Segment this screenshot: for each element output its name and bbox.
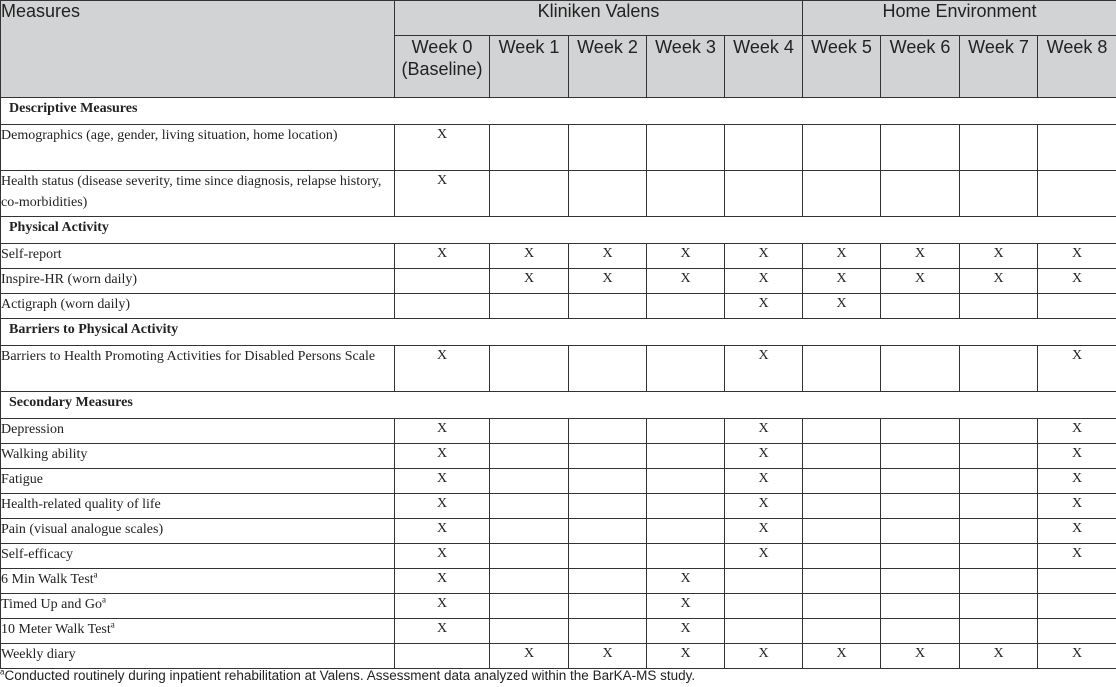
schedule-cell-week-7: [960, 544, 1038, 569]
schedule-cell-week-8: [1038, 125, 1116, 171]
schedule-cell-week-2: X: [569, 244, 647, 269]
schedule-cell-week-2: [569, 544, 647, 569]
schedule-cell-week-3: [647, 519, 725, 544]
measure-text: 6 Min Walk Test: [1, 572, 94, 587]
schedule-cell-week-2: [569, 519, 647, 544]
week-label: Week 1: [498, 37, 560, 57]
schedule-cell-week-3: X: [647, 644, 725, 669]
schedule-cell-week-7: [960, 171, 1038, 217]
schedule-cell-week-8: [1038, 594, 1116, 619]
measure-text: Actigraph (worn daily): [1, 297, 131, 312]
measure-text: Self-report: [1, 247, 62, 262]
measure-label: [1, 269, 395, 294]
week-sublabel: (Baseline): [401, 59, 483, 79]
table-row: [1, 544, 1116, 569]
section-title: Descriptive Measures: [1, 98, 1116, 125]
footnote: [0, 668, 1116, 683]
schedule-cell-week-5: X: [803, 244, 881, 269]
schedule-cell-week-4: X: [725, 419, 803, 444]
schedule-cell-week-1: [490, 569, 569, 594]
schedule-cell-week-5: [803, 544, 881, 569]
schedule-cell-week-6: [881, 346, 960, 392]
schedule-cell-week-1: [490, 469, 569, 494]
section-title: Secondary Measures: [1, 392, 1116, 419]
measure-label: [1, 125, 395, 171]
schedule-cell-week-0: X: [395, 494, 490, 519]
schedule-cell-week-8: X: [1038, 346, 1116, 392]
schedule-cell-week-6: [881, 419, 960, 444]
schedule-cell-week-7: X: [960, 269, 1038, 294]
measure-label: [1, 171, 395, 217]
table-row: [1, 244, 1116, 269]
measures-header: Measures: [1, 1, 395, 98]
schedule-cell-week-4: [725, 619, 803, 644]
measure-text: Self-efficacy: [1, 547, 74, 562]
schedule-cell-week-4: X: [725, 269, 803, 294]
footnote-ref: a: [110, 619, 115, 630]
schedule-cell-week-4: X: [725, 469, 803, 494]
week-header-2: [569, 36, 647, 98]
footnote-ref: a: [93, 569, 98, 580]
measure-label: [1, 294, 395, 319]
measure-text: Health-related quality of life: [1, 497, 161, 512]
measure-text: Depression: [1, 422, 64, 437]
schedule-cell-week-3: X: [647, 244, 725, 269]
week-label: Week 8: [1046, 37, 1108, 57]
schedule-cell-week-5: [803, 519, 881, 544]
schedule-cell-week-3: [647, 444, 725, 469]
week-header-5: [803, 36, 881, 98]
week-label: Week 4: [733, 37, 794, 57]
measure-text: Timed Up and Go: [1, 597, 102, 612]
measure-label: [1, 619, 395, 644]
schedule-cell-week-7: [960, 594, 1038, 619]
measure-label: [1, 419, 395, 444]
schedule-cell-week-8: [1038, 569, 1116, 594]
schedule-cell-week-1: [490, 125, 569, 171]
schedule-cell-week-1: [490, 294, 569, 319]
schedule-cell-week-6: [881, 294, 960, 319]
schedule-cell-week-8: [1038, 171, 1116, 217]
schedule-cell-week-6: X: [881, 244, 960, 269]
schedule-cell-week-0: X: [395, 444, 490, 469]
schedule-cell-week-6: [881, 444, 960, 469]
week-header-0: [395, 36, 490, 98]
schedule-cell-week-8: X: [1038, 644, 1116, 669]
schedule-cell-week-0: X: [395, 244, 490, 269]
schedule-cell-week-1: X: [490, 269, 569, 294]
schedule-cell-week-7: [960, 444, 1038, 469]
schedule-cell-week-7: [960, 494, 1038, 519]
schedule-cell-week-5: [803, 346, 881, 392]
schedule-cell-week-0: X: [395, 419, 490, 444]
schedule-cell-week-5: [803, 125, 881, 171]
week-header-1: [490, 36, 569, 98]
section-row: [1, 319, 1116, 346]
table-row: [1, 494, 1116, 519]
week-label: Week 0: [411, 37, 473, 57]
footnote-marker: a: [0, 667, 5, 677]
schedule-cell-week-6: X: [881, 644, 960, 669]
measure-text: Health status (disease severity, time since diagnosis, relapse history, co-morbidities): [1, 174, 382, 210]
table-row: [1, 125, 1116, 171]
schedule-cell-week-1: [490, 444, 569, 469]
schedule-cell-week-1: [490, 171, 569, 217]
schedule-cell-week-0: X: [395, 519, 490, 544]
schedule-cell-week-8: X: [1038, 544, 1116, 569]
schedule-cell-week-4: X: [725, 346, 803, 392]
schedule-cell-week-7: X: [960, 244, 1038, 269]
schedule-cell-week-8: X: [1038, 244, 1116, 269]
schedule-cell-week-2: [569, 125, 647, 171]
schedule-cell-week-1: X: [490, 244, 569, 269]
table-row: [1, 269, 1116, 294]
schedule-cell-week-1: [490, 419, 569, 444]
schedule-cell-week-1: [490, 619, 569, 644]
schedule-cell-week-4: X: [725, 519, 803, 544]
section-row: [1, 98, 1116, 125]
schedule-cell-week-2: [569, 594, 647, 619]
schedule-cell-week-1: [490, 346, 569, 392]
week-header-3: [647, 36, 725, 98]
schedule-cell-week-0: [395, 269, 490, 294]
schedule-cell-week-6: [881, 569, 960, 594]
schedule-cell-week-5: X: [803, 644, 881, 669]
schedule-cell-week-2: [569, 469, 647, 494]
schedule-cell-week-0: X: [395, 544, 490, 569]
schedule-cell-week-2: [569, 619, 647, 644]
schedule-cell-week-0: X: [395, 125, 490, 171]
schedule-cell-week-0: X: [395, 619, 490, 644]
table-row: [1, 594, 1116, 619]
section-row: [1, 392, 1116, 419]
table-row: [1, 619, 1116, 644]
schedule-cell-week-2: [569, 171, 647, 217]
schedule-cell-week-1: [490, 544, 569, 569]
schedule-cell-week-3: [647, 294, 725, 319]
schedule-cell-week-5: [803, 569, 881, 594]
schedule-cell-week-5: [803, 594, 881, 619]
table-row: [1, 644, 1116, 669]
schedule-cell-week-3: [647, 544, 725, 569]
section-title: Barriers to Physical Activity: [1, 319, 1116, 346]
measure-label: [1, 494, 395, 519]
schedule-cell-week-4: X: [725, 444, 803, 469]
schedule-cell-week-0: X: [395, 594, 490, 619]
measure-label: [1, 594, 395, 619]
schedule-cell-week-5: X: [803, 269, 881, 294]
schedule-cell-week-4: [725, 125, 803, 171]
schedule-cell-week-1: X: [490, 644, 569, 669]
table-row: [1, 469, 1116, 494]
schedule-cell-week-6: [881, 594, 960, 619]
schedule-cell-week-0: [395, 644, 490, 669]
schedule-cell-week-4: [725, 594, 803, 619]
schedule-cell-week-3: [647, 469, 725, 494]
week-header-6: [881, 36, 960, 98]
schedule-cell-week-3: X: [647, 594, 725, 619]
week-label: Week 2: [577, 37, 638, 57]
schedule-cell-week-7: [960, 519, 1038, 544]
week-label: Week 6: [889, 37, 951, 57]
table-row: [1, 569, 1116, 594]
schedule-cell-week-7: [960, 569, 1038, 594]
schedule-cell-week-0: X: [395, 569, 490, 594]
schedule-cell-week-6: [881, 494, 960, 519]
schedule-cell-week-7: [960, 619, 1038, 644]
measure-text: Fatigue: [1, 472, 43, 487]
section-row: [1, 217, 1116, 244]
schedule-cell-week-2: X: [569, 269, 647, 294]
schedule-cell-week-7: [960, 125, 1038, 171]
schedule-cell-week-1: [490, 594, 569, 619]
table-row: [1, 444, 1116, 469]
schedule-cell-week-2: [569, 294, 647, 319]
measure-label: [1, 569, 395, 594]
schedule-cell-week-8: X: [1038, 494, 1116, 519]
schedule-cell-week-7: [960, 346, 1038, 392]
schedule-cell-week-4: [725, 171, 803, 217]
schedule-cell-week-4: X: [725, 494, 803, 519]
schedule-cell-week-6: [881, 619, 960, 644]
group-header-kliniken-valens: Kliniken Valens: [395, 1, 803, 36]
schedule-cell-week-4: [725, 569, 803, 594]
week-header-7: [960, 36, 1038, 98]
schedule-cell-week-0: X: [395, 469, 490, 494]
schedule-cell-week-4: X: [725, 294, 803, 319]
table-row: [1, 171, 1116, 217]
schedule-cell-week-8: [1038, 619, 1116, 644]
schedule-cell-week-3: X: [647, 569, 725, 594]
schedule-cell-week-1: [490, 519, 569, 544]
schedule-cell-week-6: X: [881, 269, 960, 294]
schedule-cell-week-3: X: [647, 619, 725, 644]
measure-label: [1, 346, 395, 392]
schedule-cell-week-7: [960, 419, 1038, 444]
schedule-cell-week-7: [960, 294, 1038, 319]
schedule-cell-week-7: [960, 469, 1038, 494]
measure-text: Demographics (age, gender, living situation, home location): [1, 128, 338, 143]
table-row: [1, 346, 1116, 392]
measure-label: [1, 469, 395, 494]
schedule-cell-week-2: X: [569, 644, 647, 669]
schedule-cell-week-5: X: [803, 294, 881, 319]
measure-label: [1, 644, 395, 669]
schedule-cell-week-2: [569, 444, 647, 469]
schedule-cell-week-4: X: [725, 644, 803, 669]
schedule-cell-week-4: X: [725, 244, 803, 269]
measure-text: Weekly diary: [1, 647, 76, 662]
schedule-cell-week-0: X: [395, 171, 490, 217]
schedule-cell-week-8: X: [1038, 269, 1116, 294]
schedule-cell-week-5: [803, 469, 881, 494]
table-row: [1, 519, 1116, 544]
schedule-cell-week-2: [569, 569, 647, 594]
measure-label: [1, 244, 395, 269]
schedule-cell-week-6: [881, 544, 960, 569]
schedule-cell-week-8: [1038, 294, 1116, 319]
measure-label: [1, 444, 395, 469]
schedule-cell-week-3: [647, 494, 725, 519]
week-label: Week 5: [811, 37, 872, 57]
schedule-cell-week-5: [803, 494, 881, 519]
schedule-cell-week-4: X: [725, 544, 803, 569]
schedule-cell-week-1: [490, 494, 569, 519]
week-label: Week 3: [655, 37, 716, 57]
schedule-cell-week-2: [569, 494, 647, 519]
schedule-cell-week-3: [647, 346, 725, 392]
schedule-cell-week-3: [647, 171, 725, 217]
schedule-cell-week-8: X: [1038, 469, 1116, 494]
table-row: [1, 419, 1116, 444]
measure-text: Walking ability: [1, 447, 88, 462]
schedule-cell-week-8: X: [1038, 519, 1116, 544]
schedule-cell-week-5: [803, 444, 881, 469]
schedule-cell-week-3: [647, 125, 725, 171]
measure-label: [1, 544, 395, 569]
schedule-cell-week-2: [569, 346, 647, 392]
measure-text: Inspire-HR (worn daily): [1, 272, 138, 287]
schedule-cell-week-0: X: [395, 346, 490, 392]
schedule-cell-week-6: [881, 125, 960, 171]
schedule-cell-week-6: [881, 171, 960, 217]
week-header-8: [1038, 36, 1116, 98]
measure-label: [1, 519, 395, 544]
measure-text: Pain (visual analogue scales): [1, 522, 164, 537]
schedule-cell-week-5: [803, 619, 881, 644]
week-label: Week 7: [968, 37, 1029, 57]
schedule-cell-week-6: [881, 519, 960, 544]
schedule-cell-week-0: [395, 294, 490, 319]
schedule-cell-week-2: [569, 419, 647, 444]
footnote-text: Conducted routinely during inpatient rehabilitation at Valens. Assessment data analyzed within the BarKA-MS study.: [4, 668, 696, 683]
footnote-ref: a: [102, 594, 106, 605]
schedule-cell-week-3: X: [647, 269, 725, 294]
schedule-cell-week-6: [881, 469, 960, 494]
schedule-cell-week-5: [803, 419, 881, 444]
schedule-cell-week-7: X: [960, 644, 1038, 669]
schedule-cell-week-8: X: [1038, 444, 1116, 469]
table-row: [1, 294, 1116, 319]
week-header-4: [725, 36, 803, 98]
measure-text: 10 Meter Walk Test: [1, 622, 111, 637]
group-header-home-environment: Home Environment: [803, 1, 1116, 36]
section-title: Physical Activity: [1, 217, 1116, 244]
schedule-cell-week-3: [647, 419, 725, 444]
schedule-cell-week-5: [803, 171, 881, 217]
measure-text: Barriers to Health Promoting Activities for Disabled Persons Scale: [1, 349, 376, 364]
schedule-cell-week-8: X: [1038, 419, 1116, 444]
